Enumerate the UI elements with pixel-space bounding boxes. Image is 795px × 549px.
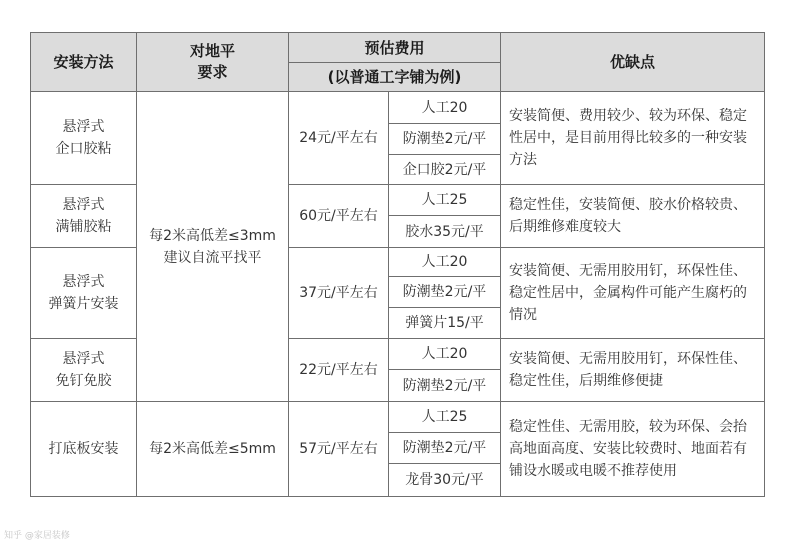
header-floor-requirement: 对地平 要求 bbox=[137, 33, 289, 92]
header-cost: 预估费用 bbox=[289, 33, 501, 63]
cost-item: 人工20 bbox=[389, 339, 501, 370]
header-cost-subtitle: (以普通工字铺为例) bbox=[289, 63, 501, 92]
header-method: 安装方法 bbox=[31, 33, 137, 92]
cost-item: 人工20 bbox=[389, 248, 501, 277]
cost-item: 防潮垫2元/平 bbox=[389, 370, 501, 402]
pros-cons-cell: 安装简便、无需用胶用钉，环保性佳、稳定性佳，后期维修便捷 bbox=[501, 339, 765, 402]
cost-item: 弹簧片15/平 bbox=[389, 308, 501, 339]
price-cell: 24元/平左右 bbox=[289, 92, 389, 185]
flooring-install-table bbox=[30, 32, 765, 497]
price-cell: 57元/平左右 bbox=[289, 402, 389, 497]
watermark: 知乎 @家居装修 bbox=[4, 531, 70, 541]
price-cell: 22元/平左右 bbox=[289, 339, 389, 402]
cost-item: 防潮垫2元/平 bbox=[389, 124, 501, 155]
cost-item: 防潮垫2元/平 bbox=[389, 433, 501, 464]
pros-cons-cell: 稳定性佳、无需用胶，较为环保、会抬高地面高度、安装比较费时、地面若有铺设水暖或电暖不推荐使用 bbox=[501, 402, 765, 497]
cost-item: 人工25 bbox=[389, 402, 501, 433]
method-cell: 打底板安装 bbox=[31, 402, 137, 497]
pros-cons-cell: 安装简便、无需用胶用钉，环保性佳、稳定性居中，金属构件可能产生腐朽的情况 bbox=[501, 248, 765, 339]
cost-item: 企口胶2元/平 bbox=[389, 155, 501, 185]
pros-cons-cell: 稳定性佳，安装简便、胶水价格较贵、后期维修难度较大 bbox=[501, 185, 765, 248]
cost-item: 人工20 bbox=[389, 92, 501, 124]
method-cell: 悬浮式 免钉免胶 bbox=[31, 339, 137, 402]
price-cell: 60元/平左右 bbox=[289, 185, 389, 248]
method-cell: 悬浮式 企口胶粘 bbox=[31, 92, 137, 185]
cost-item: 人工25 bbox=[389, 185, 501, 216]
method-cell: 悬浮式 弹簧片安装 bbox=[31, 248, 137, 339]
header-pros-cons: 优缺点 bbox=[501, 33, 765, 92]
price-cell: 37元/平左右 bbox=[289, 248, 389, 339]
pros-cons-cell: 安装简便、费用较少、较为环保、稳定性居中，是目前用得比较多的一种安装方法 bbox=[501, 92, 765, 185]
cost-item: 防潮垫2元/平 bbox=[389, 277, 501, 308]
cost-item: 胶水35元/平 bbox=[389, 216, 501, 248]
floor-requirement-floating: 每2米高低差≤3mm 建议自流平找平 bbox=[137, 92, 289, 402]
cost-item: 龙骨30元/平 bbox=[389, 464, 501, 497]
floor-requirement-subfloor: 每2米高低差≤5mm bbox=[137, 402, 289, 497]
method-cell: 悬浮式 满铺胶粘 bbox=[31, 185, 137, 248]
